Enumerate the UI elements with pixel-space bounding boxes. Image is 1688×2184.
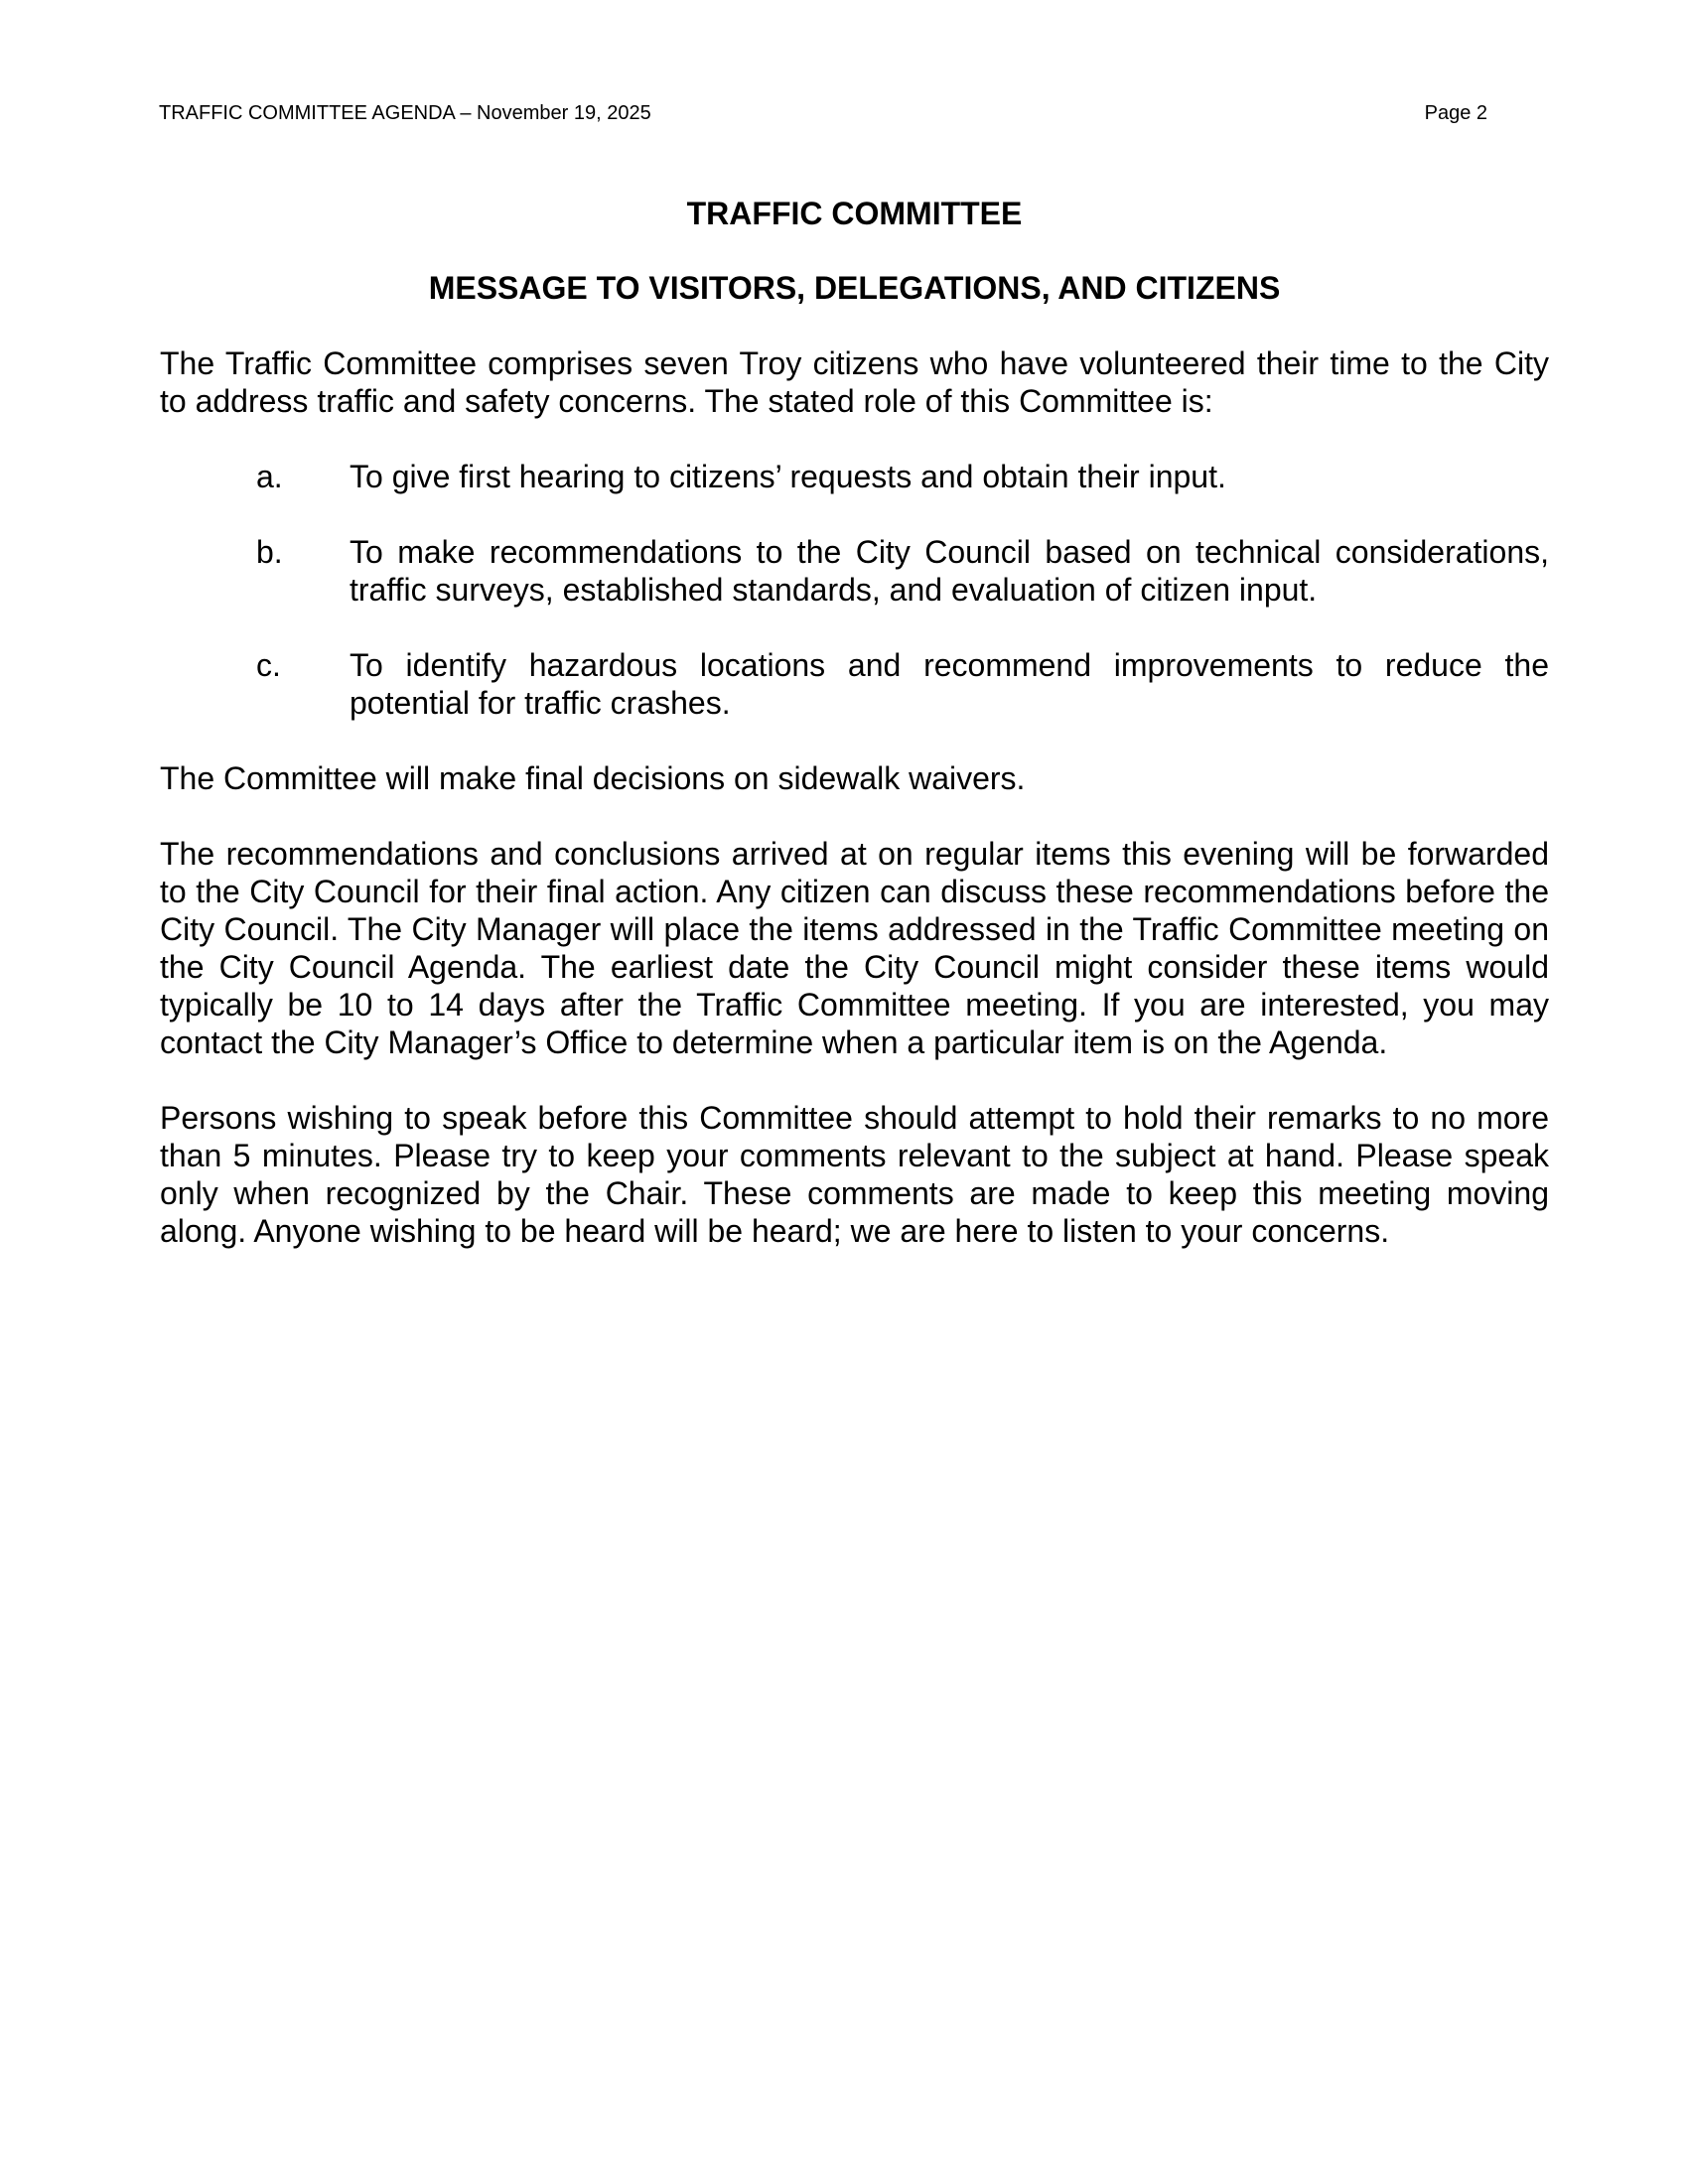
recommendations-paragraph: The recommendations and conclusions arrived at on regular items this evening will be forwarded to the City Council for their final action. Any citizen can discuss these recommendations before the City Council. The City Manager will place the items addressed in the Traffic Committee meeting on the City Council Agenda. The earliest date the City Council might consider these items would typically be 10 to 14 days after the Traffic Committee meeting. If you are interested, you may contact the City Manager’s Office to determine when a particular item is on the Agenda. [160, 836, 1549, 1060]
document-body [160, 195, 1549, 1288]
speaking-guidelines-paragraph: Persons wishing to speak before this Committee should attempt to hold their remarks to no more than 5 minutes. Please try to keep your comments relevant to the subject at hand. Please speak only when recognized by the Chair. These comments are made to keep this meeting moving along. Anyone wishing to be heard will be heard; we are here to listen to your concerns. [160, 1100, 1549, 1249]
list-item-text: To give first hearing to citizens’ requests and obtain their input. [350, 459, 1226, 494]
list-marker: a. [256, 459, 283, 494]
header-page-number: Page 2 [1424, 102, 1487, 124]
list-item [160, 533, 1549, 609]
header-agenda-title: TRAFFIC COMMITTEE AGENDA – November 19, 2025 [159, 102, 651, 124]
list-item-text: To identify hazardous locations and recommend improvements to reduce the potential for traffic crashes. [350, 647, 1549, 721]
list-marker: b. [256, 534, 283, 570]
sidewalk-waivers-paragraph: The Committee will make final decisions on sidewalk waivers. [160, 760, 1026, 796]
intro-paragraph: The Traffic Committee comprises seven Troy citizens who have volunteered their time to the City to address traffic and safety concerns. The stated role of this Committee is: [160, 345, 1549, 419]
list-item-text: To make recommendations to the City Council based on technical considerations, traffic surveys, established standards, and evaluation of citizen input. [350, 534, 1549, 608]
committee-roles-list [160, 458, 1549, 722]
page-subtitle: MESSAGE TO VISITORS, DELEGATIONS, AND CITIZENS [428, 270, 1281, 306]
list-item [160, 458, 1549, 495]
running-header [159, 101, 1487, 125]
list-marker: c. [256, 647, 281, 683]
list-item [160, 646, 1549, 722]
page-title: TRAFFIC COMMITTEE [686, 196, 1023, 231]
